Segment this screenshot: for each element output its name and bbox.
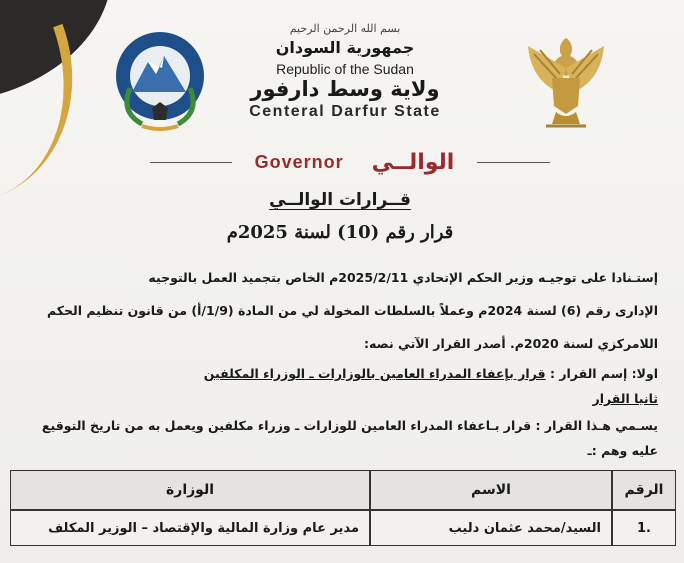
state-logo-icon xyxy=(112,28,208,136)
state-name-arabic: ولاية وسط دارفور xyxy=(250,77,440,101)
header-ministry: الوزارة xyxy=(10,470,370,510)
officials-table xyxy=(0,470,684,563)
row-number: .1 xyxy=(612,510,676,546)
first-item xyxy=(18,366,658,381)
body-line-1: إستـنادا على توجيـه وزير الحكم الإتحادي 2025/2/11م الخاص بتجميد العمل بالتوجيه xyxy=(148,270,658,285)
body-line-3: اللامركزي لسنة 2020م. أصدر القرار الآتي نصه: xyxy=(364,336,658,351)
basmala: بسم الله الرحمن الرحيم xyxy=(289,22,401,35)
governor-title xyxy=(232,147,477,177)
body-line-names: عليه وهم :ـ xyxy=(587,443,658,458)
governor-title-row xyxy=(150,147,550,177)
body-line-2: الإدارى رقم (6) لسنة 2024م وعملاً بالسلطات المخولة لي من المادة (1/9/أ) من قانون تنظيم الحكم xyxy=(46,303,658,318)
decision-number: قرار رقم (10) لسنة 2025م xyxy=(226,222,454,243)
body-line-named: يسـمي هـذا القرار : قرار بـاعفاء المدراء العامين للوزارات ـ وزراء مكلفين ويعمل به من تاريخ التوقيع xyxy=(41,418,658,433)
state-name-english: Centeral Darfur State xyxy=(249,103,441,120)
corner-decoration-gold xyxy=(0,24,110,197)
governor-arabic: الوالــي xyxy=(371,149,455,175)
country-name-english: Republic of the Sudan xyxy=(276,61,414,77)
row-name: السيد/محمد عثمان دليب xyxy=(370,510,612,546)
first-item-label: اولا: إسم القرار : xyxy=(549,366,658,381)
header-number: الرقم xyxy=(612,470,676,510)
country-name-arabic: جمهورية السودان xyxy=(275,38,415,57)
sudan-eagle-emblem-icon xyxy=(520,28,612,132)
letterhead xyxy=(210,22,480,121)
decisions-heading: قــرارات الوالــي xyxy=(269,190,411,210)
header-name: الاسم xyxy=(370,470,612,510)
second-item-label: ثانيا القرار xyxy=(592,391,658,406)
governor-english: Governor xyxy=(254,151,344,172)
first-item-value: قرار بإعفاء المدراء العامين بالوزارات ـ الوزراء المكلفين xyxy=(203,366,546,381)
row-ministry: مدير عام وزارة المالية والإقتصاد – الوزير المكلف xyxy=(10,510,370,546)
